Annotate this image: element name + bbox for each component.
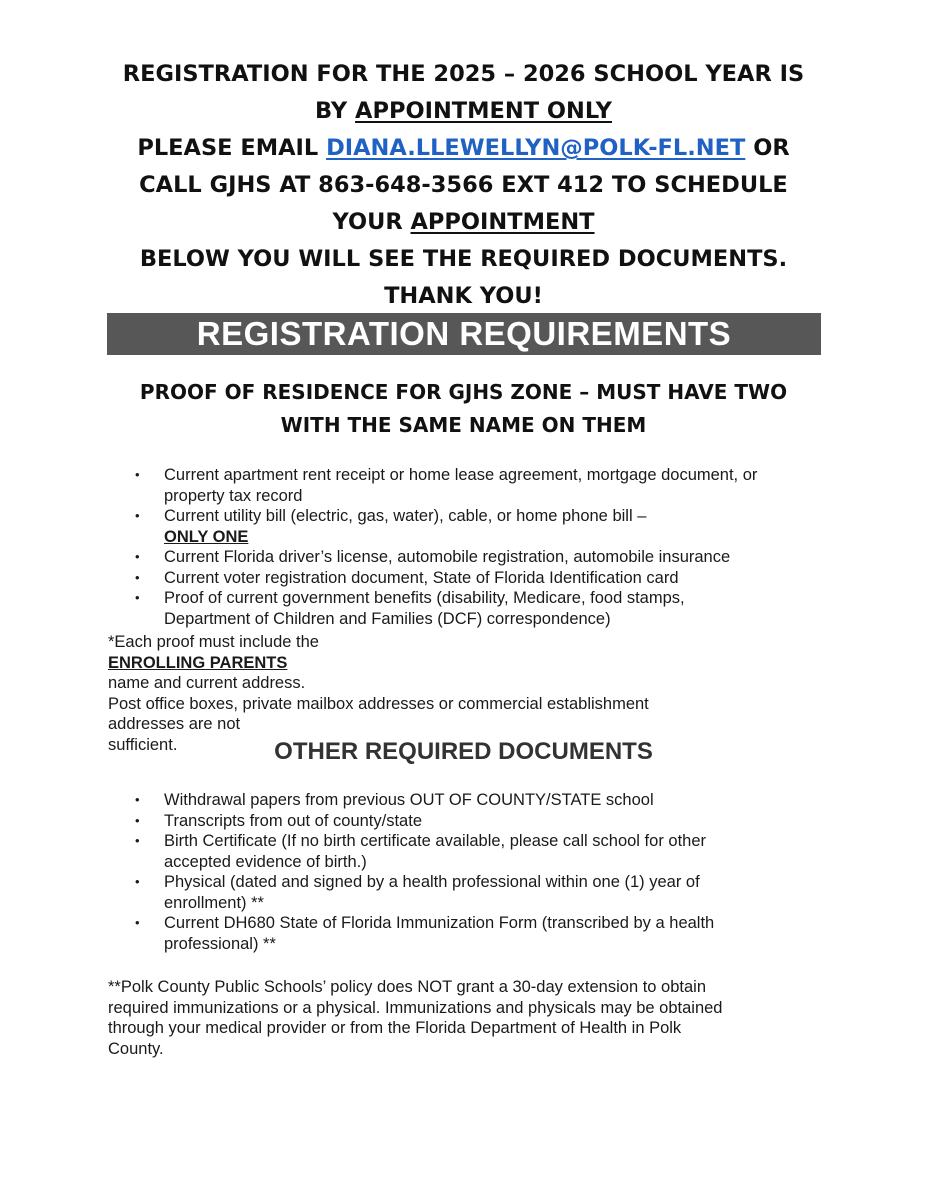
residence-heading-line-2: WITH THE SAME NAME ON THEM [280, 413, 647, 437]
only-one-text: ONLY ONE [164, 527, 249, 546]
list-item-text: • Proof of current government benefits (disability, Medicare, food stamps, [164, 589, 685, 607]
notice-line-2-prefix: BY [315, 98, 356, 124]
appointment-text: APPOINTMENT [410, 209, 595, 235]
list-item [135, 588, 757, 629]
list-item-text: professional) ** [164, 934, 276, 953]
list-item-text: property tax record [164, 486, 303, 505]
notice-line-2 [100, 93, 827, 130]
list-item [135, 790, 714, 811]
list-item-text: • Transcripts from out of county/state [164, 811, 422, 830]
notice-line-3 [100, 130, 827, 167]
notice-line-5-prefix: YOUR [332, 209, 411, 235]
residence-proof-list [135, 465, 757, 629]
list-item-text: • Birth Certificate (If no birth certificate available, please call school for other [164, 832, 707, 850]
list-item-text: Department of Children and Families (DCF) correspondence) [164, 609, 611, 628]
policy-line-2: required immunizations or a physical. Immunizations and physicals may be obtained [108, 998, 723, 1017]
notice-line-4: CALL GJHS AT 863-648-3566 EXT 412 TO SCHEDULE [139, 172, 788, 198]
list-item [135, 547, 757, 568]
note-line-2: Post office boxes, private mailbox addresses or commercial establishment [108, 694, 649, 713]
list-item-text: accepted evidence of birth.) [164, 852, 367, 871]
notice-line-5 [100, 204, 827, 241]
note-line-3: addresses are not [108, 715, 241, 733]
registration-requirements-banner: REGISTRATION REQUIREMENTS [107, 313, 821, 355]
list-item-text: enrollment) ** [164, 893, 264, 912]
list-item-text: • Physical (dated and signed by a health professional within one (1) year of [164, 873, 700, 891]
list-item-text: • Current voter registration document, State of Florida Identification card [164, 568, 679, 587]
note-line-1 [108, 632, 649, 694]
list-item [135, 872, 714, 913]
policy-line-3: through your medical provider or from the Florida Department of Health in Polk [108, 1019, 682, 1037]
list-item [135, 506, 757, 547]
list-item-text: • Current DH680 State of Florida Immunization Form (transcribed by a health [164, 914, 715, 932]
notice-line-3-prefix: PLEASE EMAIL [137, 135, 327, 161]
note-line-1-prefix: *Each proof must include the [108, 633, 319, 651]
list-item [135, 568, 757, 589]
notice-line-7: THANK YOU! [384, 283, 543, 309]
policy-line-1: **Polk County Public Schools’ policy does NOT grant a 30-day extension to obtain [108, 978, 707, 996]
note-line-4: sufficient. [108, 735, 178, 754]
list-item [135, 831, 714, 872]
notice-line-3-suffix: OR [745, 135, 790, 161]
utility-bill-text: • Current utility bill (electric, gas, water), cable, or home phone bill – [164, 507, 647, 525]
appointment-only-text: APPOINTMENT ONLY [355, 98, 612, 124]
list-item-text: • Current apartment rent receipt or home lease agreement, mortgage document, or [164, 466, 758, 484]
notice-line-6: BELOW YOU WILL SEE THE REQUIRED DOCUMENTS. [139, 246, 788, 272]
other-documents-list [135, 790, 714, 954]
list-item [135, 913, 714, 954]
policy-line-4: County. [108, 1039, 164, 1058]
list-item-text: • Current Florida driver’s license, automobile registration, automobile insurance [164, 548, 731, 566]
email-link[interactable]: DIANA.LLEWELLYN@POLK-FL.NET [326, 135, 746, 161]
list-item-text [164, 506, 757, 547]
residence-proof-heading [100, 376, 827, 442]
residence-heading-line-1: PROOF OF RESIDENCE FOR GJHS ZONE – MUST HAVE TWO [139, 380, 788, 404]
appointment-notice [100, 56, 827, 315]
enrolling-parents-text: ENROLLING PARENTS [108, 653, 288, 672]
note-line-1-suffix: name and current address. [108, 674, 306, 692]
list-item-text: • Withdrawal papers from previous OUT OF COUNTY/STATE school [164, 791, 654, 809]
notice-line-1: REGISTRATION FOR THE 2025 – 2026 SCHOOL YEAR IS [122, 61, 805, 87]
list-item [135, 465, 757, 506]
other-documents-heading: OTHER REQUIRED DOCUMENTS [274, 738, 653, 765]
list-item [135, 811, 714, 832]
policy-note [108, 977, 722, 1059]
